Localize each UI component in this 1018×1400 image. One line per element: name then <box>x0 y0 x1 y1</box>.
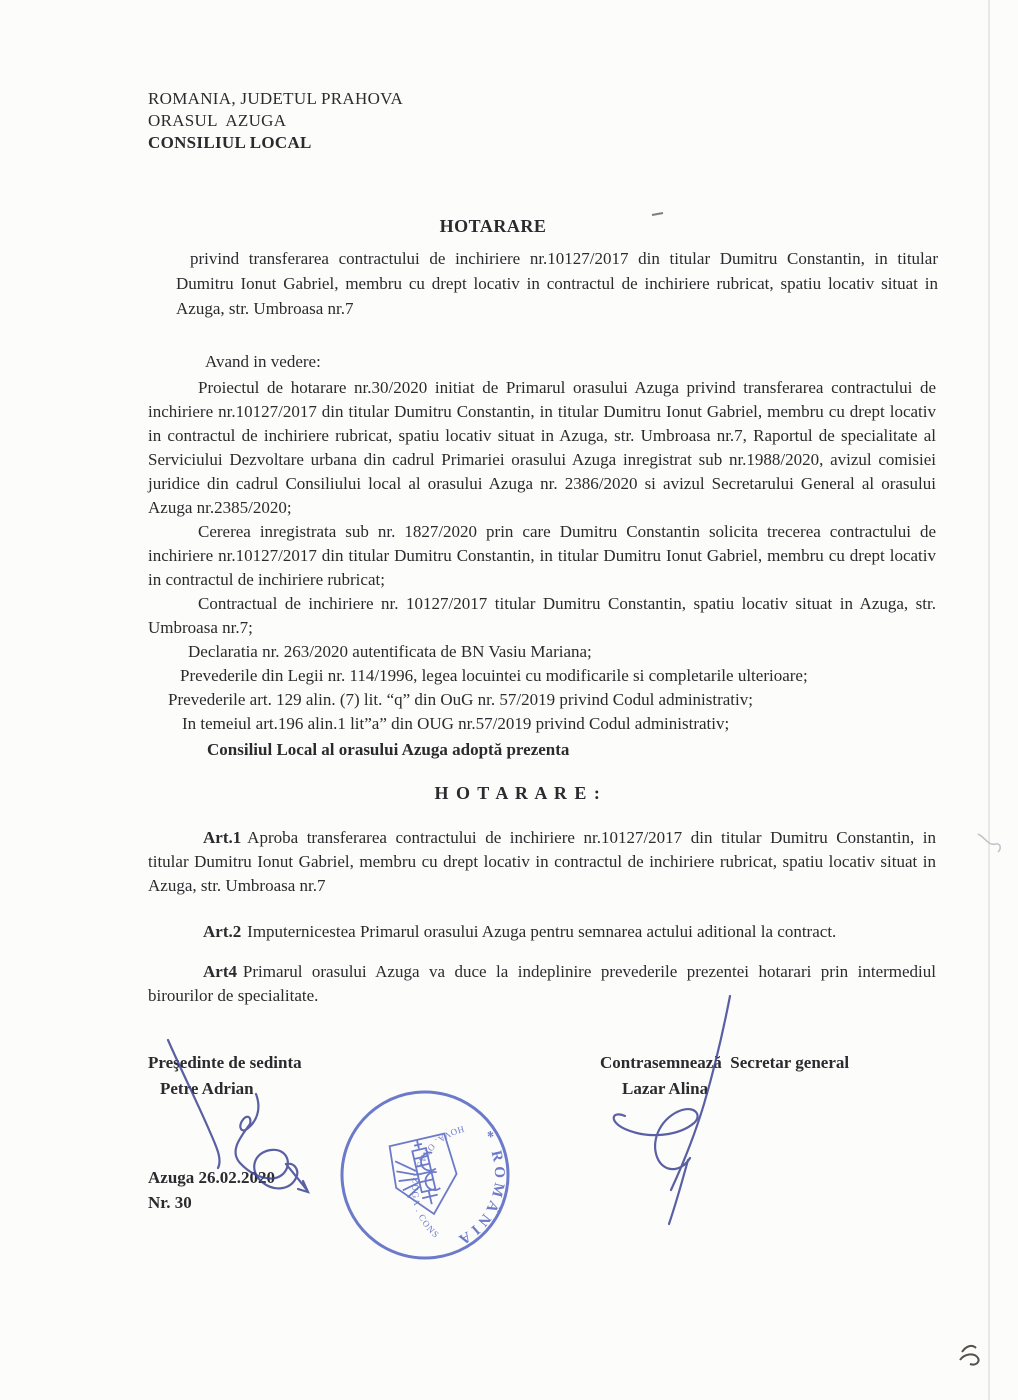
secretary-name: Lazar Alina <box>622 1079 709 1098</box>
official-round-stamp-icon <box>330 1080 520 1270</box>
footer-number: Nr. 30 <box>148 1193 192 1212</box>
svg-text:* ROMÂNIA <box>450 1126 520 1257</box>
letterhead-country: ROMANIA, JUDETUL PRAHOVA <box>148 89 404 108</box>
decision-title: H O T A R A R E : <box>434 783 602 803</box>
preamble-item: Cererea inregistrata sub nr. 1827/2020 prin care Dumitru Constantin solicita trecerea contractului de inchiriere nr.10127/2017 din titular Dumitru Constantin, in titular Dumitru Ionut Gabriel, membru cu drept locativ in contractul de inchiriere rubricat; <box>148 522 936 589</box>
article-1-text: Aproba transferarea contractului de inchiriere nr.10127/2017 din titular Dumitru Constantin, in titular Dumitru Ionut Gabriel, membru cu drept locativ in contractul de inchiriere rubricat, spatiu locativ situat in Azuga, str. Umbroasa nr.7 <box>148 828 936 895</box>
article-2-text: Imputernicestea Primarul orasului Azuga pentru semnarea actului aditional la contract. <box>247 922 837 941</box>
article-1 <box>148 826 936 898</box>
article-4-label: Art4 <box>203 962 237 981</box>
document-title: HOTARARE <box>439 216 547 236</box>
footer-block <box>148 1165 275 1215</box>
preamble-item: In temeiul art.196 alin.1 lit”a” din OUG nr.57/2019 privind Codul administrativ; <box>182 714 730 733</box>
article-4 <box>148 960 936 1008</box>
stamp-coat-of-arms-icon <box>387 1133 465 1221</box>
preamble-intro: Avand in vedere: <box>205 352 321 371</box>
preamble <box>148 376 936 736</box>
letterhead <box>148 88 403 154</box>
preamble-item: Contractual de inchiriere nr. 10127/2017 titular Dumitru Constantin, spatiu locativ situat in Azuga, str. Umbroasa nr.7; <box>148 594 936 637</box>
secretary-role: Contrasemnează Secretar general <box>600 1053 850 1072</box>
preamble-item: Prevederile din Legii nr. 114/1996, legea locuintei cu modificarile si completarile ulterioare; <box>180 666 808 685</box>
svg-text:JUDETUL PRAHOVA. ORAS AZUGA . <box>397 1115 470 1242</box>
document-subtitle: privind transferarea contractului de inchiriere nr.10127/2017 din titular Dumitru Constantin, in titular Dumitru Ionut Gabriel, membru cu drept locativ in contractul de inchiriere rubricat, spatiu locativ situat in Azuga, str. Umbroasa nr.7 <box>176 249 938 318</box>
secretary-signature-icon <box>614 996 730 1224</box>
signature-block-secretary <box>600 1050 849 1102</box>
article-2 <box>148 920 936 944</box>
stamp-ring-text: JUDETUL PRAHOVA. ORAS AZUGA . CONSILIUL LOCAL <box>410 1124 466 1241</box>
footer-place-date: Azuga 26.02.2020 <box>148 1168 276 1187</box>
preamble-item: Declaratia nr. 263/2020 autentificata de BN Vasiu Mariana; <box>188 642 592 661</box>
letterhead-council: CONSILIUL LOCAL <box>148 133 312 152</box>
president-role: Preşedinte de sedinta <box>148 1053 302 1072</box>
preamble-item: Prevederile art. 129 alin. (7) lit. “q” din OuG nr. 57/2019 privind Codul administrativ; <box>168 690 753 709</box>
letterhead-city: ORASUL AZUGA <box>148 111 287 130</box>
signature-block-president <box>148 1050 302 1102</box>
stamp-country-text: * ROMÂNIA <box>452 1128 508 1250</box>
scan-edge-artifact <box>988 0 990 1400</box>
article-4-text: Primarul orasului Azuga va duce la indeplinire prevederile prezentei hotarari prin intermediul birourilor de specialitate. <box>148 962 936 1005</box>
president-name: Petre Adrian <box>160 1079 254 1098</box>
adoption-clause: Consiliul Local al orasului Azuga adoptă prezenta <box>207 740 570 759</box>
preamble-item: Proiectul de hotarare nr.30/2020 initiat de Primarul orasului Azuga privind transferarea contractului de inchiriere nr.10127/2017 din titular Dumitru Constantin, in titular Dumitru Ionut Gabriel, membru cu drept locativ in contractul de inchiriere rubricat, spatiu locativ situat in Azuga, str. Umbroasa nr.7, Raportul de specialitate al Serviciului Dezvoltare urbana din cadrul Primariei orasului Azuga inregistrat sub nr.1988/2020, avizul comisiei juridice din cadrul Consiliului local al orasului Azuga nr. 2386/2020 si avizul Secretarului General al orasului Azuga nr.2385/2020; <box>148 378 936 517</box>
article-2-label: Art.2 <box>203 922 242 941</box>
article-1-label: Art.1 <box>203 828 242 847</box>
